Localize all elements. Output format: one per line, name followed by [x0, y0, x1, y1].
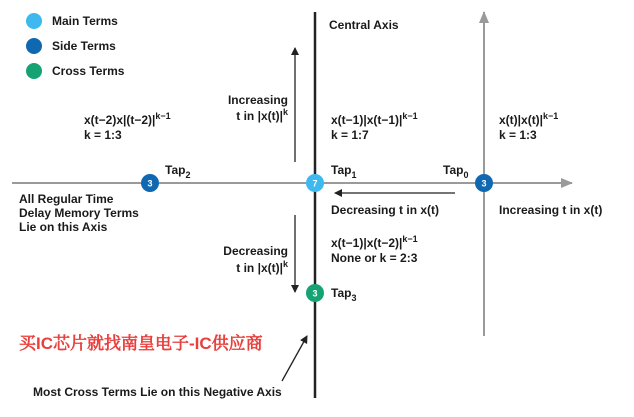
tap2-label-sub: 2: [185, 170, 191, 180]
tap1-term-exp: k−1: [402, 111, 418, 121]
decreasing-abs-line2-text: t in |x(t)|: [236, 261, 283, 275]
regular-axis-note-line3: Lie on this Axis: [19, 220, 108, 234]
legend-main-marker: [26, 13, 42, 29]
tap3-label: [331, 286, 356, 303]
tap1-node-count: 7: [312, 178, 318, 189]
tap0-term-expr: [499, 111, 558, 127]
tap0-term-exp: k−1: [543, 111, 559, 121]
tap1-term-range: k = 1:7: [331, 128, 369, 142]
tap2-term-exp: k−1: [155, 111, 171, 121]
legend-side-label: Side Terms: [52, 39, 116, 53]
decreasing-abs-line2: [236, 259, 289, 275]
increasing-abs-line1: Increasing: [227, 93, 288, 107]
tap0-term-range: k = 1:3: [499, 128, 537, 142]
tap0-label: [443, 163, 468, 180]
increasing-abs-line2-text: t in |x(t)|: [236, 109, 283, 123]
tap1-label-text: Tap: [331, 163, 352, 177]
decreasing-abs-line1: Decreasing: [223, 244, 288, 258]
tap2-label: [165, 163, 190, 180]
regular-axis-note-line1: All Regular Time: [19, 192, 114, 206]
tap3-label-sub: 3: [351, 293, 357, 303]
regular-axis-note-line2: Delay Memory Terms: [19, 206, 139, 220]
tap2-term-expr-text: x(t−2)x|(t−2)|: [84, 113, 156, 127]
tap0-label-sub: 0: [463, 170, 469, 180]
tap1-label-sub: 1: [351, 170, 357, 180]
tap3-term-expr-text: x(t−1)|x(t−2)|: [331, 236, 403, 250]
tap2-term-range: k = 1:3: [84, 128, 122, 142]
tap2-node-count: 3: [147, 178, 153, 189]
tap0-node-count: 3: [481, 178, 487, 189]
tap2-label-text: Tap: [165, 163, 186, 177]
central-axis-label: Central Axis: [329, 18, 399, 32]
increasing-abs-exp: k: [282, 107, 288, 117]
legend-cross-label: Cross Terms: [52, 64, 125, 78]
tap0-term-expr-text: x(t)|x(t)|: [499, 113, 544, 127]
legend-cross-marker: [26, 63, 42, 79]
watermark-text: 买IC芯片就找南皇电子-IC供应商: [19, 334, 263, 353]
tap3-label-text: Tap: [331, 286, 352, 300]
legend-side-marker: [26, 38, 42, 54]
tap3-node-count: 3: [312, 288, 318, 299]
legend-main-label: Main Terms: [52, 14, 118, 28]
increasing-abs-line2: [236, 107, 289, 123]
negative-axis-note: Most Cross Terms Lie on this Negative Axis: [33, 385, 282, 399]
tap3-term-exp: k−1: [402, 234, 418, 244]
tap2-term-expr: [84, 111, 171, 127]
tap1-term-expr-text: x(t−1)|x(t−1)|: [331, 113, 403, 127]
tap1-label: [331, 163, 356, 180]
negative-axis-pointer: [282, 336, 307, 381]
tap3-term-range: None or k = 2:3: [331, 251, 418, 265]
tap1-term-expr: [331, 111, 418, 127]
tap0-label-text: Tap: [443, 163, 464, 177]
decreasing-x-label: Decreasing t in x(t): [331, 203, 440, 217]
increasing-x-label: Increasing t in x(t): [499, 203, 603, 217]
tap3-term-expr: [331, 234, 418, 250]
decreasing-abs-exp: k: [282, 259, 288, 269]
